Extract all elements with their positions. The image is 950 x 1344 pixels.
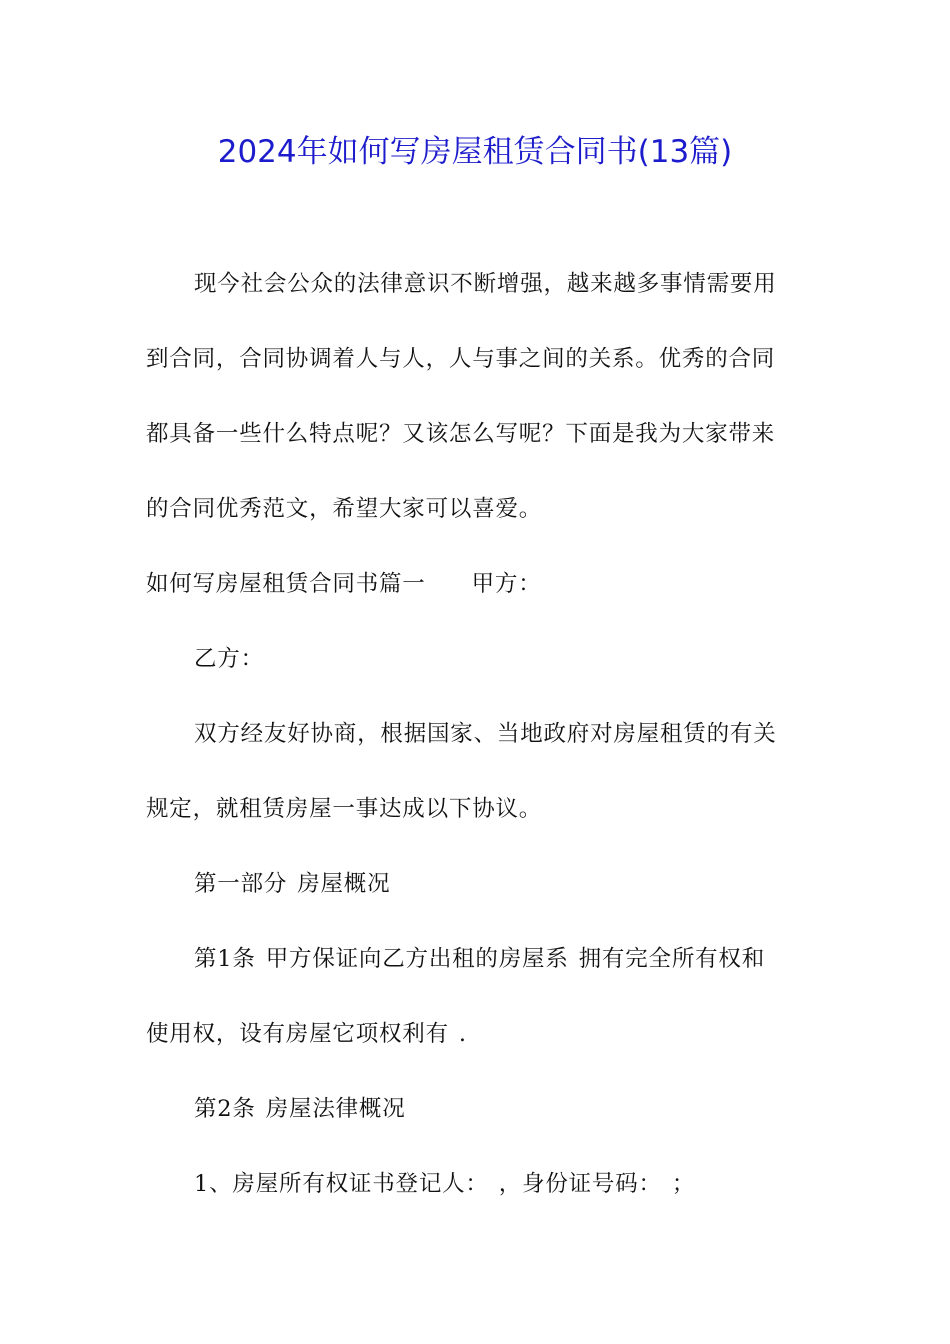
agreement-line-1: 双方经友好协商，根据国家、当地政府对房屋租赁的有关 (194, 721, 777, 747)
part-one-label: 第一部分 (194, 871, 288, 897)
article-1-text-2: 使用权，设有房屋它项权利有 (146, 1021, 449, 1047)
article-2-heading (194, 1093, 406, 1125)
article-1-text-1-end: 拥有完全所有权和 (578, 946, 766, 972)
document-title: 2024年如何写房屋租赁合同书(13篇) (217, 134, 733, 170)
article-1-line-1 (194, 943, 765, 975)
section-heading: 如何写房屋租赁合同书篇一 (146, 571, 426, 597)
agreement-line-2: 规定，就租赁房屋一事达成以下协议。 (146, 796, 543, 822)
article-1-text-1: 甲方保证向乙方出租的房屋系 (265, 946, 569, 972)
intro-line-2: 到合同，合同协调着人与人，人与事之间的关系。优秀的合同 (146, 346, 776, 372)
intro-line-1: 现今社会公众的法律意识不断增强，越来越多事情需要用 (194, 271, 777, 297)
article-2-label: 第2条 (194, 1096, 256, 1122)
part-one-name: 房屋概况 (297, 871, 391, 897)
article-1-line-2 (146, 1018, 467, 1050)
item-1-part-1: 1、房屋所有权证书登记人： (194, 1171, 489, 1197)
item-1-part-2: ，身份证号码： (498, 1171, 662, 1197)
article-1-label: 第1条 (194, 946, 256, 972)
article-1-text-2-end: . (458, 1021, 467, 1047)
party-b-label: 乙方： (194, 646, 264, 672)
section-heading-line (146, 568, 542, 600)
item-1-part-3: ； (671, 1171, 696, 1197)
intro-line-3: 都具备一些什么特点呢？又该怎么写呢？下面是我为大家带来 (146, 421, 776, 447)
party-a-label: 甲方： (471, 571, 542, 597)
item-1-line (194, 1168, 695, 1200)
article-2-name: 房屋法律概况 (265, 1096, 406, 1122)
intro-line-4: 的合同优秀范文，希望大家可以喜爱。 (146, 496, 543, 522)
part-one-heading (194, 868, 390, 900)
